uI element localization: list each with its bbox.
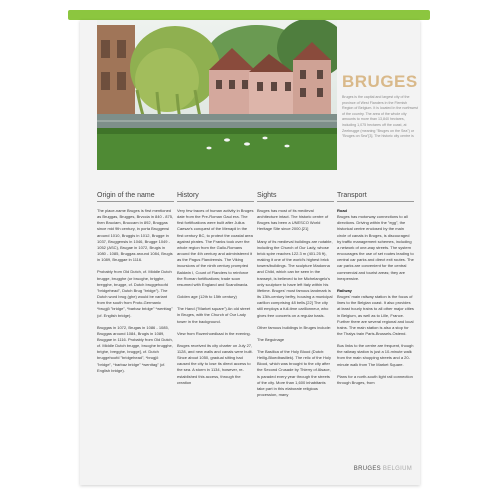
column-title: Transport [337,192,414,202]
paragraph: Bruggas in 1072, Brugas in 1086 - 1085, Bruggas around 1084, Brugis in 1089, Bruggae in 1116. Probably from Old Dutch, cf. Middle Dutch brugge, brucghe brugghe, brighe, bregghe, brugge], cf. Dutch bruggehoofd "bridgehead", *brugjō "bridge", *barbaz bridge" *wenttag" (cf. English bridge). [97,324,173,373]
column-title: History [177,192,254,202]
paragraph: Very few traces of human activity in Bruges date from the Pre-Roman Gaul era. The first fortifications were built after Julius Caesar's conquest of the Menapii in the first century BC, to protect the coastal area against pirates. The Franks took over the whole region from the Gallo-Romans around the 4th century and administered it as the Pagus Flandrensis. The Viking incursions of the ninth century prompted Baldwin I, Count of Flanders to reinforce the Roman fortifications; trade soon resumed with England and Scandinavia. [177,208,254,287]
column-body [337,208,414,386]
paragraph: Bruges has motorway connections to all directions. Driving within the "egg", the historical centre enclosed by the main circle of canals in Bruges, is discouraged by traffic management schemes, including a network of one-way streets. The system encourages the use of set routes leading to central car parks and direct exit routes. The car parks are convenient for the central commercial and tourist areas; they are inexpensive. [337,214,414,281]
footer-country: BELGIUM [382,466,412,472]
paragraph: Bruges received its city charter on July 27, 1128, and new walls and canals were built. Since about 1050, gradual silting had caused the city to lose its direct access to the sea. A storm in 1134, however, re-established this access, through the creation [177,342,253,385]
paragraph: The Hand ("Market square") An old street in Bruges, with the Church of Our Lady tower in the background. [177,306,251,324]
footer-city: BRUGES [353,466,381,472]
poster-hanger-rail [68,10,430,20]
column-body [257,208,334,398]
column-title: Origin of the name [97,192,174,202]
column-body [97,208,174,374]
paragraph: Other famous buildings in Bruges include: [257,324,332,330]
subheading: Railway [337,287,352,293]
subheading: Road [337,208,347,213]
paragraph: View from Rozenhoedkaai in the evening. [177,330,251,336]
column-transport [337,192,414,392]
column-sights [257,192,334,404]
paragraph: The Basilica of the Holy Blood (Dutch: Heilig-Bloedbasiliek). The relic of the Holy Blood, which was brought to the city after the Second Crusade by Thierry of Alsace, is paraded every year through the streets of the city. More than 1,600 inhabitants take part in this elaborate religious procession, many [257,348,331,398]
paragraph: Bruges' main railway station is the focus of lines to the Belgian coast. It also provides at least hourly trains to all other major cities in Belgium, as well as to Lille, France. Further there are several regional and local trains. The main station is also a stop for the Thalys train Paris-Brussels-Ostend. [337,294,414,336]
paragraph: Bus links to the centre are frequent, though the railway station is just a 10-minute walk from the main shopping streets and a 20-minute walk from The Market Square. [337,343,414,367]
column-origin [97,192,174,380]
canal-photo [97,20,337,170]
poster [80,20,420,485]
intro-panel [342,72,418,140]
footer-label [354,466,412,472]
paragraph: Probably from Old Dutch, cf. Middle Dutch brugge, brugghe (or brucghe, brigghe, bregghe, brugge, cf. Dutch bruggehoofd "bridgehead", Dutch Brug "bridge"). The Dutch word brug (ghe) would be variant from the south from Proto-Germanic *brugjō "bridge", *barbaz bridge" *wenttag" (cf. English bridge). [97,269,173,318]
column-history [177,192,254,392]
intro-title: BRUGES [342,72,418,91]
column-title: Sights [257,192,334,202]
paragraph: Many of its medieval buildings are notable, including the Church of Our Lady, whose brick spire reaches 122.3 m (401.25 ft), making it one of the world's highest brick towers/buildings. The sculpture Madonna and Child, which can be seen in the transept, is believed to be Michelangelo's only sculpture to have left Italy within his lifetime. Bruges' most famous landmark is its 13th-century belfry, housing a municipal carillon comprising 48 bells.[22] The city still employs a full-time carillonneur, who gives free concerts on a regular basis. [257,238,333,318]
paragraph: Golden age (12th to 15th century) [177,294,237,300]
paragraph: Bruges has most of its medieval architecture intact. The historic centre of Bruges has been a UNESCO World Heritage Site since 2000.[21] [257,208,329,232]
paragraph: The place-name Bruges is first mentioned as Bruggas, Brugges, Brvccia in 840 - 875, then Bruciam, Bruccam in 892, Bruggas since mid 9th century, in porta Bruggensi around 1010, Bruggis in 1012, Brugge in 1037, Bruggensis in 1046, Brugge 1049 - 1052 (ASC), Brugae in 1072, Brugis in 1080 - 1085, Bruggas around 1084, Brugis in 1089, Bruggae in 1116. [97,208,174,263]
column-body [177,208,254,386]
paragraph: Plans for a north-south light rail connection through Bruges, from [337,373,413,385]
intro-text: Bruges is the capital and largest city of the province of West Flanders in the Flemish Region of Belgium. It is located in the northwest of the country. The area of the whole city amounts to more than 13,840 hectares, including 1,075 hectares off the coast, at Zeebrugge (meaning "Bruges on the Sea") or "Bruges on Sea"[3]. The historic city centre is [342,95,418,139]
paragraph: The Beguinage [257,336,285,342]
